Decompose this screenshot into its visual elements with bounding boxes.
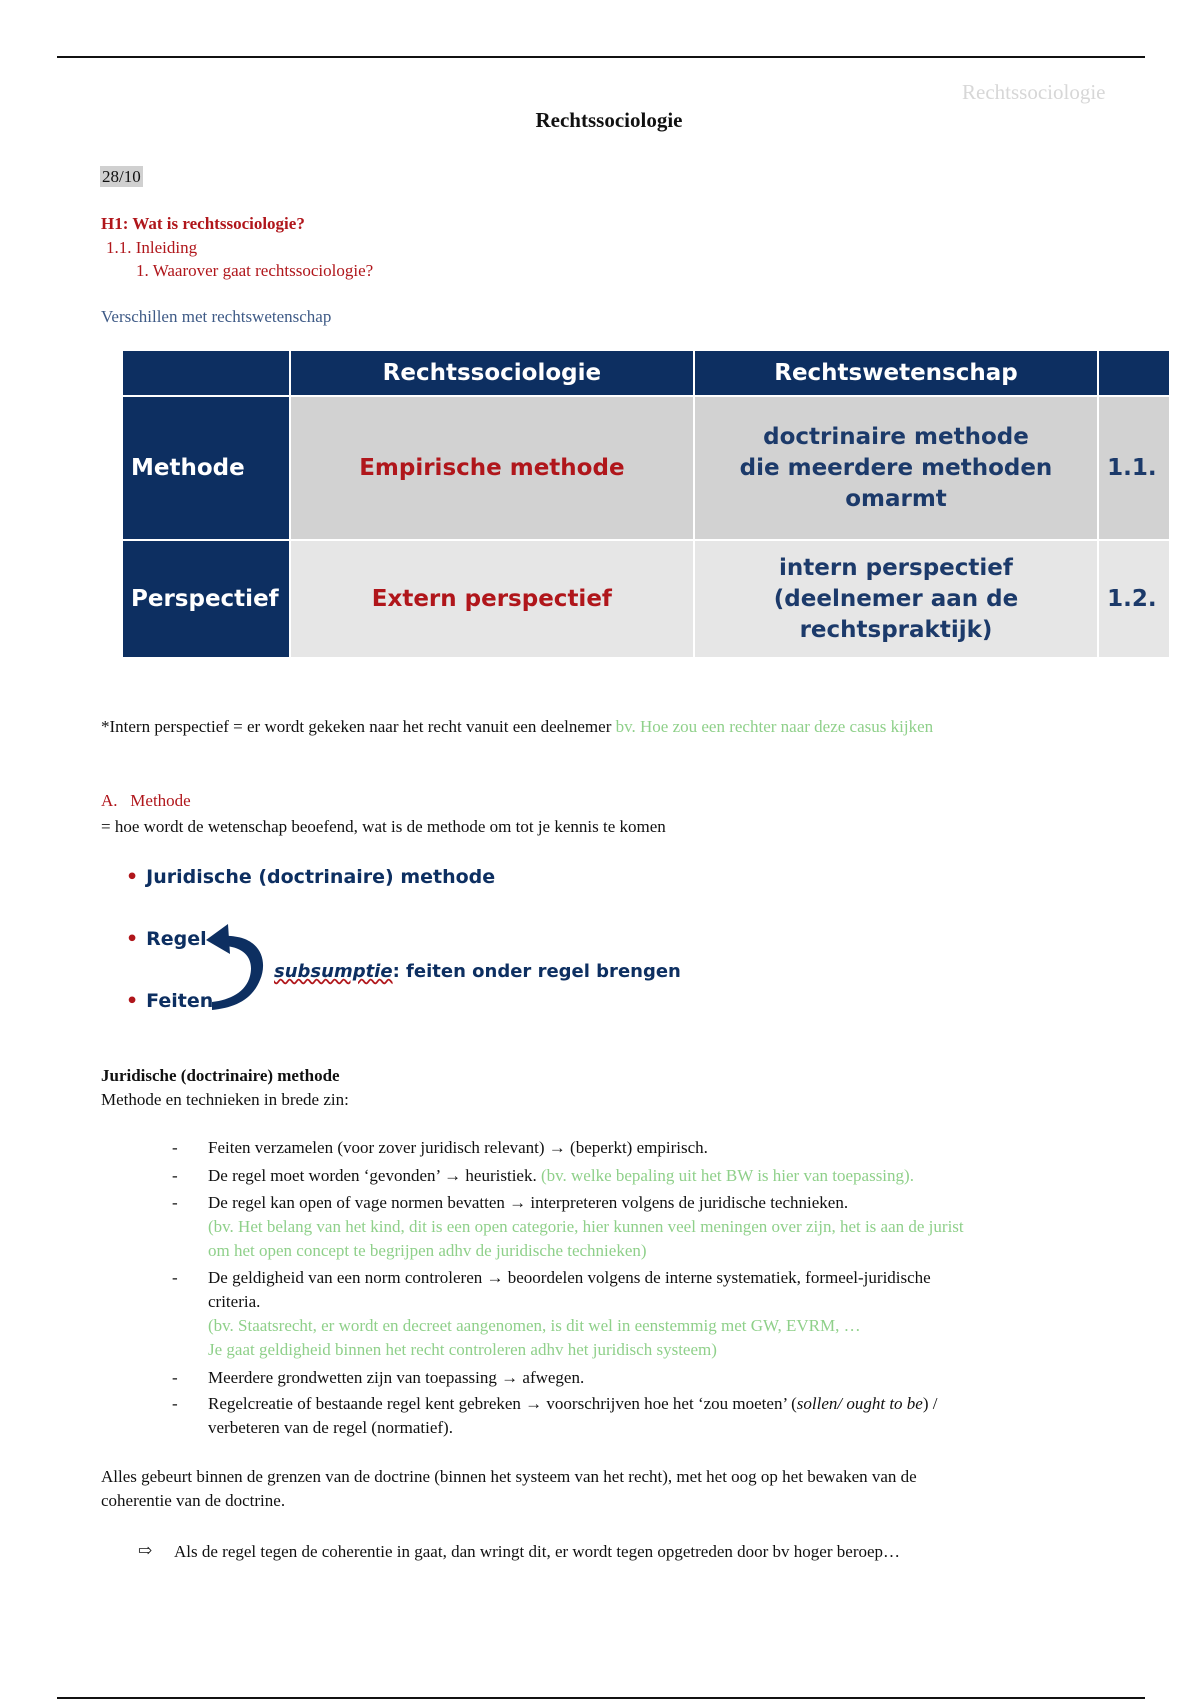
cell-num-methode: 1.1. xyxy=(1098,396,1170,540)
list-item: De regel moet worden ‘gevonden’ → heuristiek. (bv. welke bepaling uit het BW is hier van toepassing). xyxy=(208,1166,914,1185)
list-item: Meerdere grondwetten zijn van toepassing → afwegen. xyxy=(208,1368,585,1387)
bullet-dash: - xyxy=(172,1166,178,1185)
date-label xyxy=(100,167,143,187)
method-title: Juridische (doctrinaire) methode xyxy=(101,1066,340,1085)
list-item: Regelcreatie of bestaande regel kent gebreken → voorschrijven hoe het ‘zou moeten’ (sollen/ ought to be) / verbeteren van de regel (normatief). xyxy=(208,1394,938,1437)
bullet-dash: - xyxy=(172,1138,178,1157)
bullet-dash: - xyxy=(172,1368,178,1387)
cell-num-perspectief: 1.2. xyxy=(1098,540,1170,658)
top-rule xyxy=(57,56,1145,58)
note-example: bv. Hoe zou een rechter naar deze casus kijken xyxy=(615,717,934,736)
cell-socio-methode: Empirische methode xyxy=(290,396,694,540)
method-diagram xyxy=(118,856,681,1036)
list-item: De regel kan open of vage normen bevatten → interpreteren volgens de juridische technieken. (bv. Het belang van het kind, dit is een open categorie, hier kunnen veel meningen over zijn, het is aan de jurist om het open concept te begrijpen adhv de juridische technieken) xyxy=(208,1193,964,1260)
diagram-item-regel: • Regel xyxy=(126,928,207,950)
section-heading: 1.1. Inleiding xyxy=(106,238,198,257)
bullet-dash: - xyxy=(172,1268,178,1287)
list-item: Feiten verzamelen (voor zover juridisch relevant) → (beperkt) empirisch. xyxy=(208,1138,708,1157)
conclusion-text: Als de regel tegen de coherentie in gaat, dan wringt dit, er wordt tegen opgetreden door bv hoger beroep… xyxy=(174,1542,901,1561)
subsection-heading: 1. Waarover gaat rechtssociologie? xyxy=(136,261,374,280)
list-item: De geldigheid van een norm controleren → beoordelen volgens de interne systematiek, formeel-juridische criteria. (bv. Staatsrecht, er wordt en decreet aangenomen, is dit wel in eenstemmig met GW, EVRM, … Je gaat geldigheid binnen het recht controleren adhv het juridisch systeem) xyxy=(208,1268,931,1359)
note-text: *Intern perspectief = er wordt gekeken naar het recht vanuit een deelnemer xyxy=(101,717,616,736)
cell-socio-perspectief: Extern perspectief xyxy=(290,540,694,658)
table-row xyxy=(122,396,1170,540)
bottom-rule xyxy=(57,1697,1145,1699)
table-header-row xyxy=(122,350,1170,396)
diagram-item-feiten: • Feiten xyxy=(126,990,214,1012)
header-watermark: Rechtssociologie xyxy=(962,80,1106,104)
table-header-socio: Rechtssociologie xyxy=(290,350,694,396)
intern-note xyxy=(101,717,933,737)
table-header-empty xyxy=(122,350,290,396)
table-header-num xyxy=(1098,350,1170,396)
curved-arrow-icon xyxy=(204,922,284,1018)
bullet-dash: - xyxy=(172,1394,178,1413)
cell-wet-perspectief: intern perspectief (deelnemer aan de rechtspraktijk) xyxy=(694,540,1098,658)
page-title: Rechtssociologie xyxy=(535,108,683,132)
comparison-table xyxy=(121,349,1171,659)
conclusion-arrow-icon: ⇨ xyxy=(138,1541,153,1560)
comparison-heading: Verschillen met rechtswetenschap xyxy=(101,307,332,326)
row-label-methode: Methode xyxy=(122,396,290,540)
subsumptie-label: subsumptie: feiten onder regel brengen xyxy=(274,961,681,982)
section-a-heading: A. Methode xyxy=(101,791,191,810)
table-header-wet: Rechtswetenschap xyxy=(694,350,1098,396)
date-highlight: 28/10 xyxy=(102,167,141,186)
cell-wet-methode: doctrinaire methode die meerdere methoden omarmt xyxy=(694,396,1098,540)
closing-paragraph: Alles gebeurt binnen de grenzen van de doctrine (binnen het systeem van het recht), met het oog op het bewaken van de coherentie van de doctrine. xyxy=(101,1467,917,1510)
diagram-item-method: • Juridische (doctrinaire) methode xyxy=(126,866,496,888)
bullet-dash: - xyxy=(172,1193,178,1212)
section-a-definition: = hoe wordt de wetenschap beoefend, wat is de methode om tot je kennis te komen xyxy=(101,817,666,836)
chapter-heading: H1: Wat is rechtssociologie? xyxy=(101,214,305,233)
table-row xyxy=(122,540,1170,658)
method-intro: Methode en technieken in brede zin: xyxy=(101,1090,349,1109)
row-label-perspectief: Perspectief xyxy=(122,540,290,658)
